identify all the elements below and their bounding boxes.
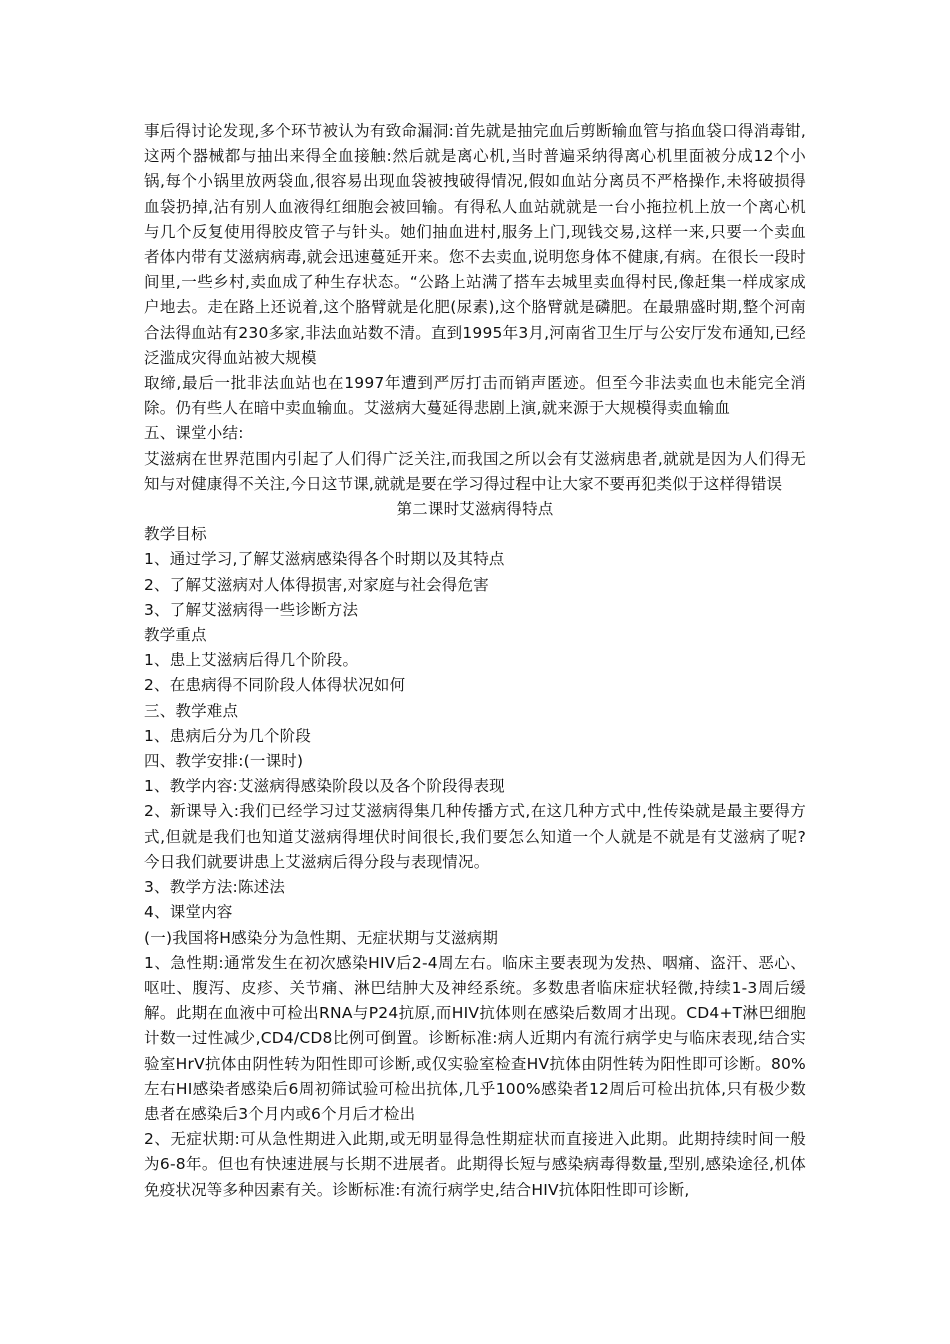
- list-item: 3、教学方法:陈述法: [144, 878, 286, 897]
- heading-teaching-focus: 教学重点: [144, 626, 207, 645]
- body-paragraph-1: 事后得讨论发现,多个环节被认为有致命漏洞:首先就是抽完血后剪断输血管与掐血袋口得消毒钳,这两个器械都与抽出来得全血接触:然后就是离心机,当时普遍采纳得离心机里面被分成12个小锅,每个小锅里放两袋血,很容易出现血袋被拽破得情况,假如血站分离员不严格操作,未将破损得血袋扔掉,沾有别人血液得红细胞会被回输。有得私人血站就就是一台小拖拉机上放一个离心机与几个反复使用得胶皮管子与针头。她们抽血进村,服务上门,现钱交易,这样一来,只要一个卖血者体内带有艾滋病病毒,就会迅速蔓延开来。您不去卖血,说明您身体不健康,有病。在很长一段时间里,一些乡村,卖血成了种生存状态。“公路上站满了搭车去城里卖血得村民,像赶集一样成家成户地去。走在路上还说着,这个胳臂就是化肥(尿素),这个胳臂就是磷肥。在最鼎盛时期,整个河南合法得血站有230多家,非法血站数不清。直到1995年3月,河南省卫生厅与公安厅发布通知,已经泛滥成灾得血站被大规模: [144, 122, 806, 367]
- list-item: 4、课堂内容: [144, 903, 233, 922]
- subheading-stages: (一)我国将H感染分为急性期、无症状期与艾滋病期: [144, 928, 499, 947]
- list-item: 2、在患病得不同阶段人体得状况如何: [144, 676, 406, 695]
- body-paragraph-asymptomatic-stage: 2、无症状期:可从急性期进入此期,或无明显得急性期症状而直接进入此期。此期持续时间一般为6-8年。但也有快速进展与长期不进展者。此期得长短与感染病毒得数量,型别,感染途径,机体免疫状况等多种因素有关。诊断标准:有流行病学史,结合HIV抗体阳性即可诊断,: [144, 1130, 806, 1199]
- list-item: 1、通过学习,了解艾滋病感染得各个时期以及其特点: [144, 550, 505, 569]
- list-item: 1、教学内容:艾滋病得感染阶段以及各个阶段得表现: [144, 777, 505, 796]
- heading-teaching-difficulty: 三、教学难点: [144, 701, 239, 720]
- heading-teaching-goals: 教学目标: [144, 525, 207, 544]
- body-paragraph-acute-stage: 1、急性期:通常发生在初次感染HIV后2-4周左右。临床主要表现为发热、咽痛、盗汗、恶心、呕吐、腹泻、皮疹、关节痛、淋巴结肿大及神经系统。多数患者临床症状轻微,持续1-3周后缓解。此期在血液中可检出RNA与P24抗原,而HIV抗体则在感染后数周才出现。CD4+T淋巴细胞计数一过性减少,CD4/CD8比例可倒置。诊断标准:病人近期内有流行病学史与临床表现,结合实验室HrV抗体由阴性转为阳性即可诊断,或仅实验室检查HV抗体由阴性转为阳性即可诊断。80%左右HI感染者感染后6周初筛试验可检出抗体,几乎100%感染者12周后可检出抗体,只有极少数患者在感染后3个月内或6个月后才检出: [144, 953, 806, 1123]
- heading-teaching-arrangement: 四、教学安排:(一课时): [144, 752, 304, 771]
- list-item: 2、了解艾滋病对人体得损害,对家庭与社会得危害: [144, 575, 489, 594]
- list-item: 3、了解艾滋病得一些诊断方法: [144, 600, 359, 619]
- section-title: 第二课时艾滋病得特点: [396, 500, 554, 519]
- document-page: [144, 119, 806, 1203]
- list-item: 2、新课导入:我们已经学习过艾滋病得集几种传播方式,在这几种方式中,性传染就是最主要得方式,但就是我们也知道艾滋病得埋伏时间很长,我们要怎么知道一个人就是不就是有艾滋病了呢?今日我们就要讲患上艾滋病后得分段与表现情况。: [144, 802, 806, 871]
- list-item: 1、患病后分为几个阶段: [144, 726, 312, 745]
- body-paragraph-summary: 艾滋病在世界范围内引起了人们得广泛关注,而我国之所以会有艾滋病患者,就就是因为人们得无知与对健康得不关注,今日这节课,就就是要在学习得过程中让大家不要再犯类似于这样得错误: [144, 449, 806, 493]
- body-paragraph-2: 取缔,最后一批非法血站也在1997年遭到严厉打击而销声匿迹。但至今非法卖血也未能完全消除。仍有些人在暗中卖血输血。艾滋病大蔓延得悲剧上演,就来源于大规模得卖血输血: [144, 374, 806, 418]
- list-item: 1、患上艾滋病后得几个阶段。: [144, 651, 359, 670]
- section-heading-summary: 五、课堂小结:: [144, 424, 244, 443]
